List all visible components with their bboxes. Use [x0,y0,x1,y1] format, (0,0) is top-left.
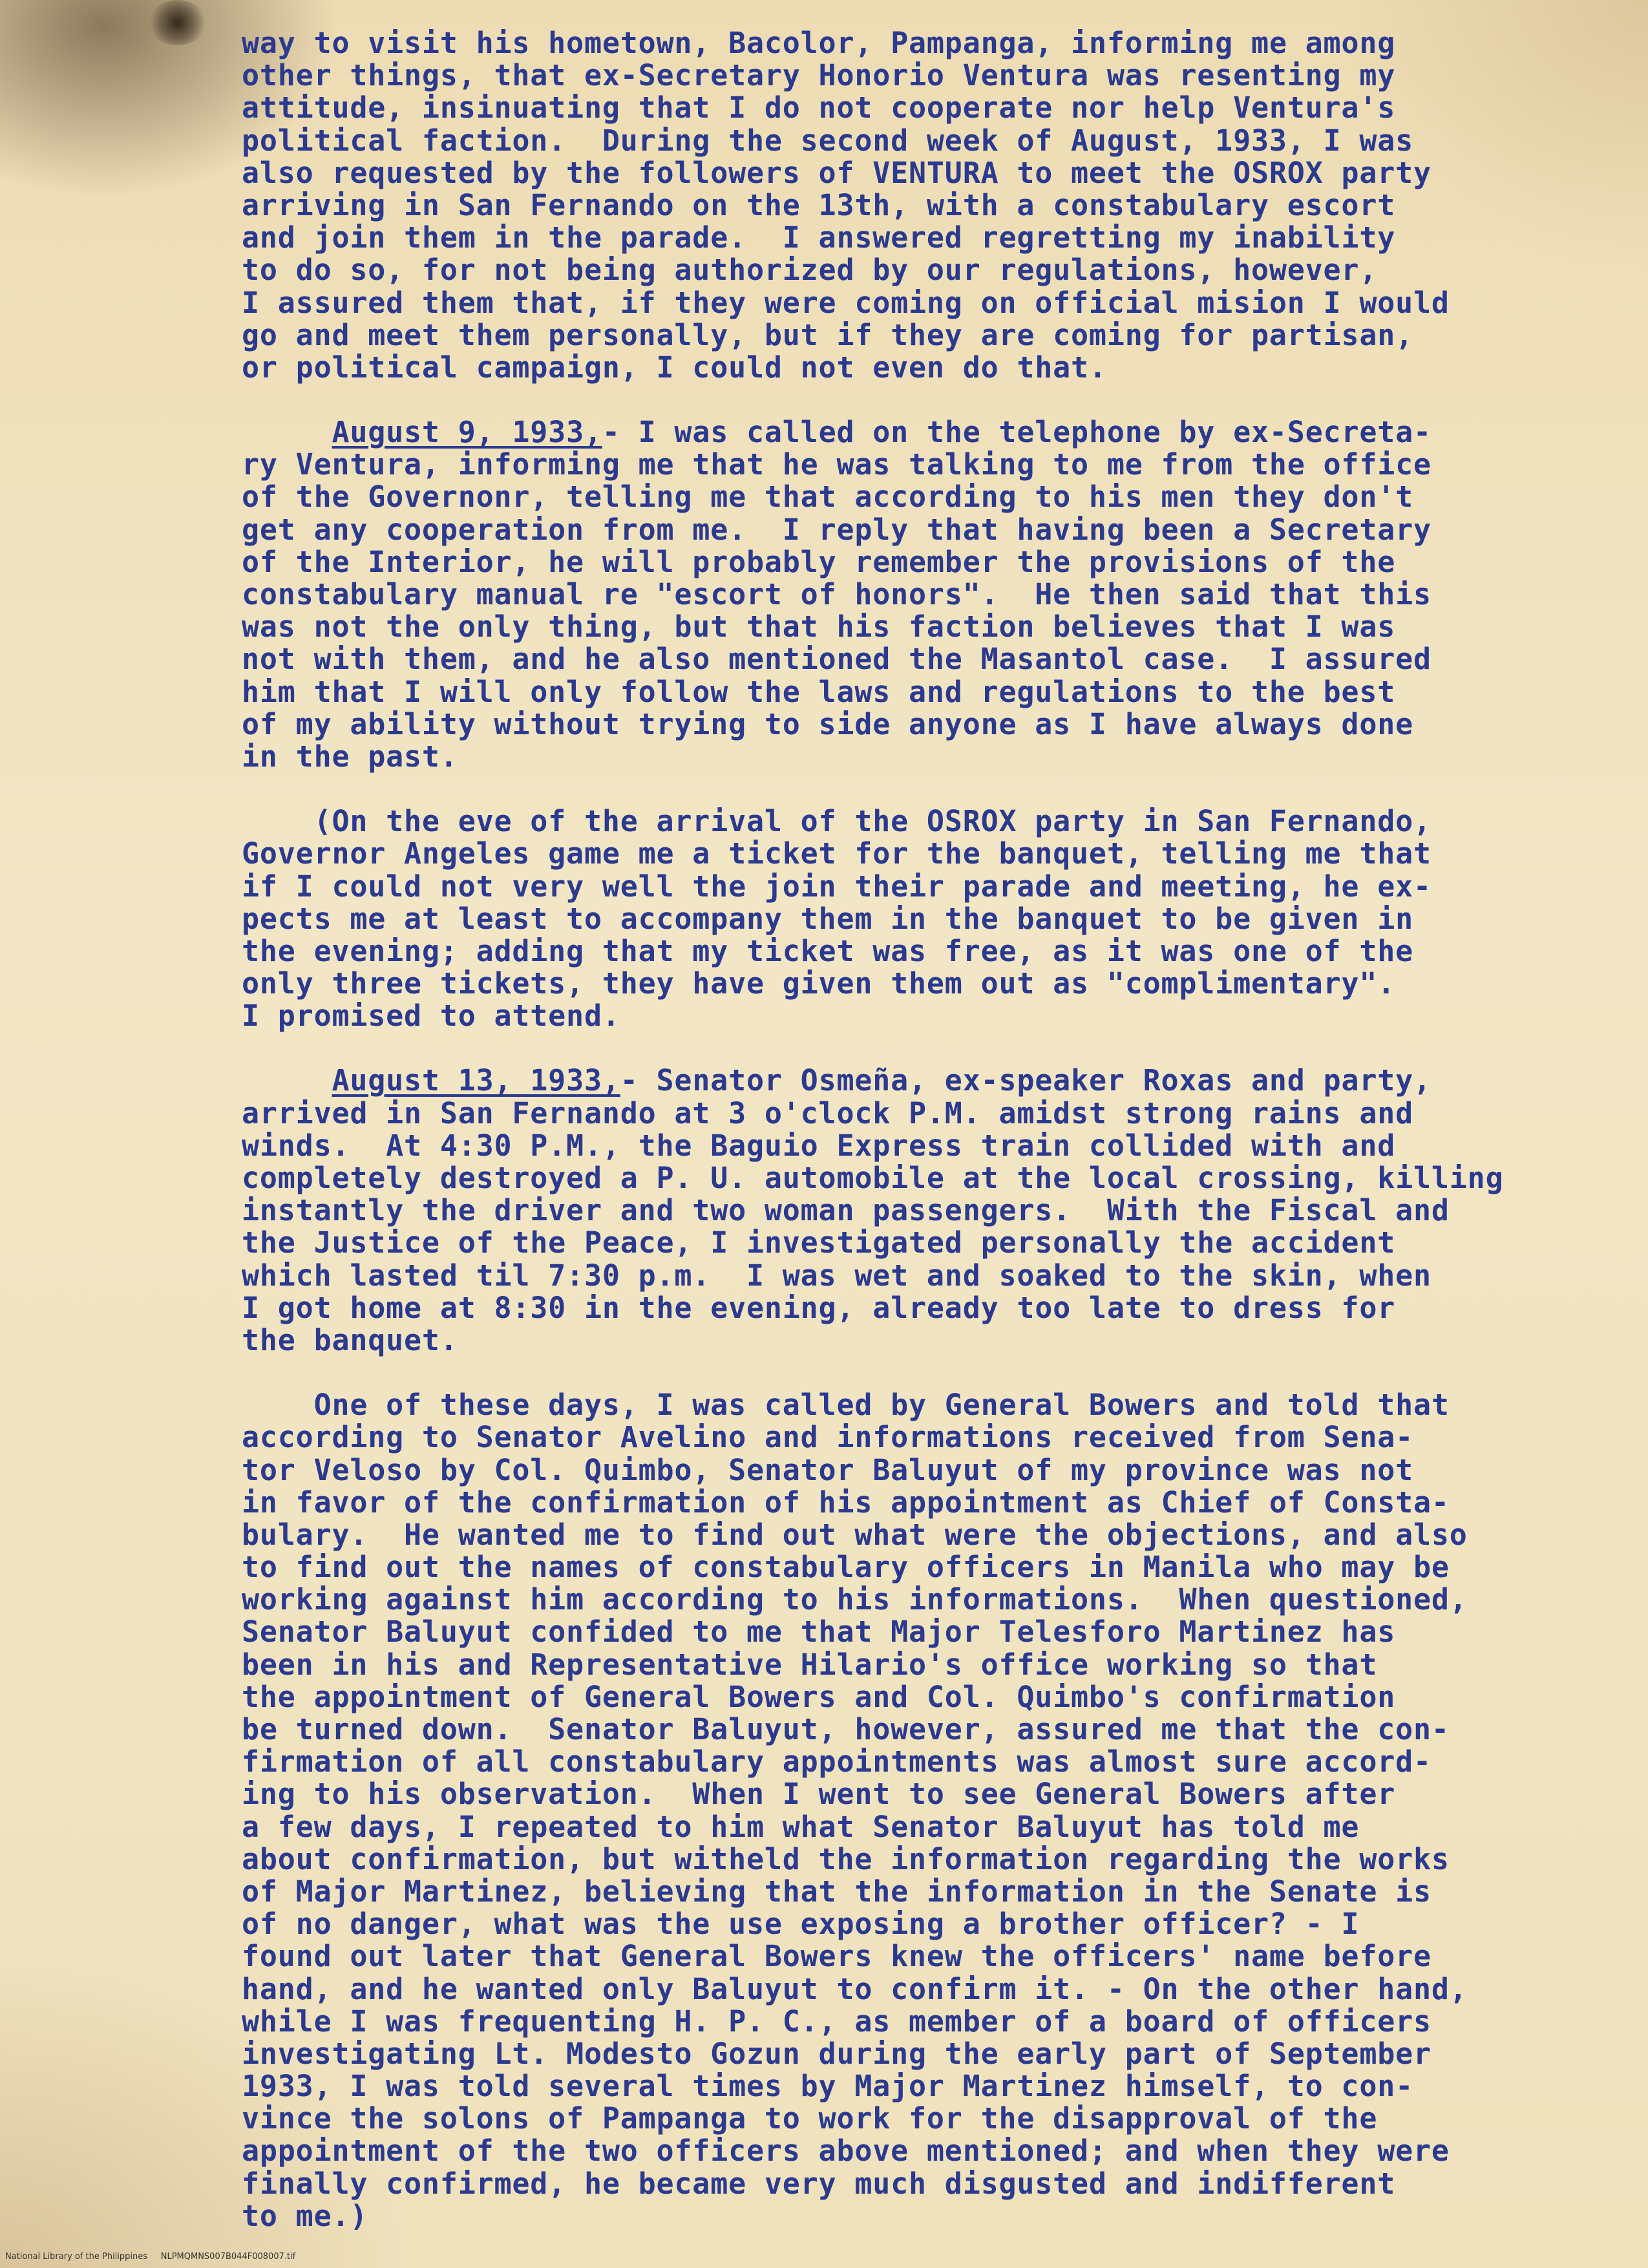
text-line: pects me at least to accompany them in the banquet to be given in [242,901,1413,936]
text-line: winds. At 4:30 P.M., the Baguio Express train collided with and [242,1128,1396,1163]
text-line: appointment of the two officers above mentioned; and when they were [242,2134,1450,2168]
text-line: a few days, I repeated to him what Senator Baluyut has told me [242,1809,1360,1844]
text-line: August 13, 1933,- Senator Osmeña, ex-speaker Roxas and party, [332,1063,1431,1098]
text-line: (On the eve of the arrival of the OSROX party in San Fernando, [242,804,1431,839]
entry-date: August 9, 1933, [332,415,602,450]
entry-date: August 13, 1933, [332,1063,620,1098]
text-line: finally confirmed, he became very much disgusted and indifferent [242,2166,1396,2201]
text-line: go and meet them personally, but if they are coming for partisan, [242,317,1413,352]
text-line: get any cooperation from me. I reply that having been a Secretary [242,512,1431,547]
text-line: ing to his observation. When I went to see General Bowers after [242,1777,1396,1812]
text-line: August 9, 1933,- I was called on the telephone by ex-Secreta- [332,415,1431,450]
text-line: hand, and he wanted only Baluyut to confirm it. - On the other hand, [242,1971,1468,2006]
text-line: was not the only thing, but that his faction believes that I was [242,609,1396,644]
text-line: while I was frequenting H. P. C., as member of a board of officers [242,2004,1431,2039]
text-line: way to visit his hometown, Bacolor, Pampanga, informing me among [242,26,1396,60]
text-line: of Major Martinez, believing that the information in the Senate is [242,1874,1431,1909]
text-line: if I could not very well the join their parade and meeting, he ex- [242,869,1431,904]
text-line: Senator Baluyut confided to me that Major Telesforo Martinez has [242,1615,1396,1649]
text-line: other things, that ex-Secretary Honorio Ventura was resenting my [242,58,1396,93]
text-line: the banquet. [242,1322,458,1357]
text-line: of the Interior, he will probably remember the provisions of the [242,544,1396,579]
text-line: firmation of all constabulary appointments was almost sure accord- [242,1744,1431,1779]
text-line: him that I will only follow the laws and regulations to the best [242,674,1396,709]
text-line: the Justice of the Peace, I investigated personally the accident [242,1225,1396,1260]
text-line: of the Governonr, telling me that according to his men they don't [242,480,1413,514]
text-line: I assured them that, if they were coming on official mision I would [242,285,1450,320]
text-line: in the past. [242,739,458,774]
text-line: completely destroyed a P. U. automobile at the local crossing, killing [242,1161,1504,1195]
text-line: been in his and Representative Hilario's office working so that [242,1647,1378,1682]
paragraph [242,416,1592,773]
paragraph [242,27,1592,384]
text-line: found out later that General Bowers knew the officers' name before [242,1939,1431,1974]
text-line: only three tickets, they have given them out as "complimentary". [242,966,1396,1001]
text-line: I promised to attend. [242,999,620,1033]
burn-mark [149,0,207,45]
archive-footer: National Library of the Philippines NLPMQMNS007B044F008007.tif [5,2252,296,2262]
text-line: the appointment of General Bowers and Col. Quimbo's confirmation [242,1679,1396,1714]
text-line: constabulary manual re "escort of honors". He then said that this [242,577,1431,611]
text-line: about confirmation, but witheld the information regarding the works [242,1841,1450,1876]
text-line: investigating Lt. Modesto Gozun during the early part of September [242,2036,1431,2071]
text-line: which lasted til 7:30 p.m. I was wet and soaked to the skin, when [242,1258,1431,1293]
text-line: in favor of the confirmation of his appointment as Chief of Consta- [242,1485,1450,1520]
text-line: political faction. During the second week of August, 1933, I was [242,123,1413,158]
text-line: the evening; adding that my ticket was free, as it was one of the [242,933,1413,968]
text-line: Governor Angeles game me a ticket for the banquet, telling me that [242,836,1431,871]
text-line: arrived in San Fernando at 3 o'clock P.M. amidst strong rains and [242,1096,1413,1130]
text-line: One of these days, I was called by General Bowers and told that [242,1388,1450,1423]
paragraph [242,1065,1592,1357]
text-line: of no danger, what was the use exposing a brother officer? - I [242,1907,1360,1942]
text-line: attitude, insinuating that I do not cooperate nor help Ventura's [242,90,1396,125]
text-line: 1933, I was told several times by Major Martinez himself, to con- [242,2069,1413,2104]
text-line: also requested by the followers of VENTURA to meet the OSROX party [242,155,1431,190]
typewritten-letter [242,27,1592,2232]
text-line: bulary. He wanted me to find out what were the objections, and also [242,1517,1468,1552]
text-line: working against him according to his informations. When questioned, [242,1582,1468,1617]
text-line: be turned down. Senator Baluyut, however, assured me that the con- [242,1712,1450,1746]
paragraph [242,1389,1592,2232]
text-line: not with them, and he also mentioned the Masantol case. I assured [242,642,1431,677]
text-line: ry Ventura, informing me that he was talking to me from the office [242,447,1431,482]
text-line: vince the solons of Pampanga to work for the disapproval of the [242,2101,1378,2136]
text-line: or political campaign, I could not even do that. [242,350,1107,385]
text-line: according to Senator Avelino and informations received from Sena- [242,1420,1413,1455]
text-line: and join them in the parade. I answered regretting my inability [242,220,1396,255]
text-line: instantly the driver and two woman passengers. With the Fiscal and [242,1193,1450,1228]
text-line: tor Veloso by Col. Quimbo, Senator Baluyut of my province was not [242,1452,1413,1487]
text-line: to me.) [242,2198,368,2233]
text-line: to find out the names of constabulary officers in Manila who may be [242,1550,1450,1585]
text-line: arriving in San Fernando on the 13th, with a constabulary escort [242,187,1396,222]
paragraph [242,805,1592,1032]
text-line: of my ability without trying to side anyone as I have always done [242,706,1413,741]
text-line: to do so, for not being authorized by our regulations, however, [242,253,1378,288]
text-line: I got home at 8:30 in the evening, already too late to dress for [242,1290,1396,1325]
